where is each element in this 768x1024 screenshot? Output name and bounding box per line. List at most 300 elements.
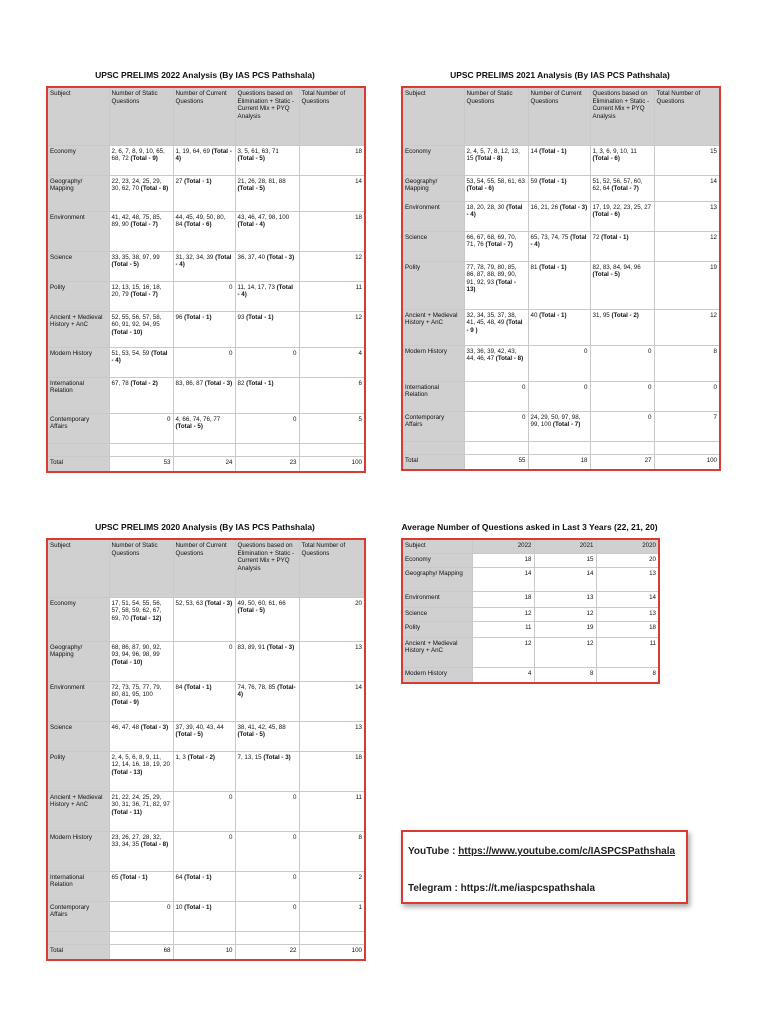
mix-total-count: (Total - 3): [266, 253, 295, 261]
mix-questions-cell: [235, 377, 299, 413]
total-questions-cell: 12: [654, 231, 720, 261]
static-questions-cell: [109, 721, 173, 751]
subject-cell: Polity: [402, 261, 464, 309]
subject-cell: Modern History: [402, 345, 464, 381]
current-questions-cell: [173, 831, 235, 871]
mix-questions-cell: [235, 175, 299, 211]
subject-cell: Geography/ Mapping: [402, 175, 464, 201]
mix-total-count: (Total - 5): [237, 185, 265, 193]
average-value-cell: 12: [534, 607, 596, 621]
column-header: Total Number of Questions: [299, 539, 365, 597]
current-questions-cell: [528, 381, 590, 411]
mix-questions-cell: [235, 251, 299, 281]
total-questions-cell: 7: [654, 411, 720, 441]
totals-row: [402, 454, 720, 470]
average-column-header: 2021: [534, 539, 596, 553]
mix-questions-cell: [235, 681, 299, 721]
current-question-numbers: 0: [229, 643, 233, 651]
table-row: [402, 201, 720, 231]
static-questions-cell: [109, 281, 173, 311]
column-header: Number of Static Questions: [109, 539, 173, 597]
youtube-link[interactable]: https://www.youtube.com/c/IASPCSPathshala: [458, 846, 676, 857]
total-questions-cell: 13: [299, 721, 365, 751]
current-total-count: (Total - 1): [539, 263, 567, 271]
table-row: [47, 901, 365, 931]
table-row: [47, 751, 365, 791]
static-question-numbers: 2, 4, 5, 6, 8, 9, 11, 12, 14, 16, 18, 19, 20: [111, 753, 170, 769]
static-questions-cell: [109, 175, 173, 211]
static-question-numbers: 32, 34, 35, 37, 38, 41, 45, 48, 49: [466, 311, 517, 327]
current-question-numbers: 59: [530, 177, 538, 185]
subject-cell: Modern History: [47, 831, 109, 871]
current-total-count: (Total - 1): [184, 683, 212, 691]
current-total-count: (Total - 3): [559, 203, 588, 211]
current-total-count: (Total - 1): [184, 177, 212, 185]
youtube-label: YouTube :: [408, 846, 459, 857]
current-total-count: (Total - 1): [184, 903, 212, 911]
static-question-numbers: 33, 35, 38, 97, 99: [111, 253, 160, 261]
total-questions-cell: 15: [654, 145, 720, 175]
subject-cell: Polity: [47, 751, 109, 791]
table-row: [402, 309, 720, 345]
average-subject-cell: Polity: [402, 621, 472, 637]
blank-cell: [109, 931, 173, 944]
table-row: [47, 597, 365, 641]
static-questions-cell: [109, 831, 173, 871]
static-total-count: (Total - 5): [111, 261, 139, 269]
average-value-cell: 13: [534, 591, 596, 607]
mix-questions-cell: [235, 641, 299, 681]
average-value-cell: 20: [596, 553, 659, 567]
static-questions-cell: [464, 145, 528, 175]
mix-questions-cell: [590, 175, 654, 201]
table-row: [402, 261, 720, 309]
static-total-count: (Total - 9): [130, 155, 158, 163]
total-questions-cell: 11: [299, 281, 365, 311]
table-row: [47, 377, 365, 413]
column-header: Subject: [47, 539, 109, 597]
mix-total-count: (Total - 5): [237, 607, 265, 615]
total-questions-cell: 2: [299, 871, 365, 901]
average-column-header: 2022: [472, 539, 534, 553]
average-value-cell: 13: [596, 607, 659, 621]
mix-questions-cell: [590, 345, 654, 381]
totals-total-cell: 100: [654, 454, 720, 470]
current-total-count: (Total - 1): [184, 873, 212, 881]
table-row: [47, 175, 365, 211]
table-row: [47, 641, 365, 681]
table-row: [47, 281, 365, 311]
current-questions-cell: [173, 347, 235, 377]
current-question-numbers: 16, 21, 26: [530, 203, 559, 211]
current-questions-cell: [528, 345, 590, 381]
totals-current-cell: 24: [173, 456, 235, 472]
table-row: [402, 411, 720, 441]
table-row: [47, 311, 365, 347]
current-total-count: (Total - 1): [184, 313, 212, 321]
static-question-numbers: 77, 78, 79, 80, 85, 86, 87, 88, 89, 90, 91, 92, 93: [466, 263, 517, 286]
static-questions-cell: [109, 311, 173, 347]
mix-question-numbers: 0: [648, 413, 652, 421]
totals-total-cell: 100: [299, 944, 365, 960]
average-value-cell: 8: [534, 667, 596, 683]
mix-total-count: (Total - 7): [611, 185, 639, 193]
average-value-cell: 19: [534, 621, 596, 637]
current-questions-cell: [173, 597, 235, 641]
table-row: [402, 231, 720, 261]
mix-question-numbers: 82: [237, 379, 245, 387]
static-questions-cell: [109, 211, 173, 251]
mix-question-numbers: 0: [293, 833, 297, 841]
mix-total-count: (Total - 5): [592, 271, 620, 279]
static-question-numbers: 67, 78: [111, 379, 129, 387]
static-questions-cell: [464, 309, 528, 345]
mix-questions-cell: [590, 145, 654, 175]
mix-question-numbers: 0: [293, 349, 297, 357]
average-table-title: Average Number of Questions asked in Last 3 Years (22, 21, 20): [401, 522, 658, 532]
blank-cell: [464, 441, 528, 454]
average-value-cell: 15: [534, 553, 596, 567]
total-questions-cell: 14: [654, 175, 720, 201]
static-total-count: (Total - 6): [466, 185, 494, 193]
static-total-count: (Total - 8): [140, 841, 169, 849]
current-question-numbers: 0: [229, 349, 233, 357]
mix-questions-cell: [590, 261, 654, 309]
current-total-count: (Total - 2): [187, 753, 215, 761]
average-value-cell: 4: [472, 667, 534, 683]
table-row: [47, 681, 365, 721]
static-question-numbers: 68, 86, 87, 90, 92, 93, 94, 96, 98, 99: [111, 643, 162, 659]
static-questions-cell: [109, 681, 173, 721]
subject-cell: Ancient + Medieval History + AnC: [402, 309, 464, 345]
totals-label-cell: Total: [47, 944, 109, 960]
mix-question-numbers: 0: [293, 873, 297, 881]
mix-question-numbers: 83, 89, 91: [237, 643, 266, 651]
current-total-count: (Total - 5): [175, 423, 203, 431]
blank-cell: [235, 443, 299, 456]
current-question-numbers: 81: [530, 263, 538, 271]
column-header: Total Number of Questions: [654, 87, 720, 145]
static-question-numbers: 22, 23, 24, 25, 29, 30, 62, 70: [111, 177, 162, 193]
mix-total-count: (Total - 5): [237, 155, 265, 163]
subject-cell: Ancient + Medieval History + AnC: [47, 311, 109, 347]
blank-cell: [109, 443, 173, 456]
total-questions-cell: 0: [654, 381, 720, 411]
current-questions-cell: [528, 411, 590, 441]
static-question-numbers: 18, 20, 28, 30: [466, 203, 505, 211]
table-2020-title: UPSC PRELIMS 2020 Analysis (By IAS PCS Pathshala): [95, 522, 315, 532]
total-questions-cell: 13: [299, 641, 365, 681]
current-questions-cell: [173, 791, 235, 831]
average-row: [402, 637, 659, 667]
mix-question-numbers: 0: [293, 903, 297, 911]
analysis-table-2022: [46, 86, 366, 473]
total-questions-cell: 8: [654, 345, 720, 381]
average-row: [402, 567, 659, 591]
current-questions-cell: [173, 681, 235, 721]
telegram-link-line: [408, 883, 595, 894]
total-questions-cell: 18: [299, 211, 365, 251]
totals-static-cell: 55: [464, 454, 528, 470]
current-total-count: (Total - 4): [530, 233, 587, 249]
mix-questions-cell: [235, 871, 299, 901]
mix-questions-cell: [590, 231, 654, 261]
subject-cell: Environment: [402, 201, 464, 231]
mix-questions-cell: [590, 381, 654, 411]
mix-question-numbers: 93: [237, 313, 245, 321]
mix-question-numbers: 72: [592, 233, 600, 241]
average-value-cell: 18: [472, 553, 534, 567]
column-header: Number of Current Questions: [173, 87, 235, 145]
current-question-numbers: 64: [175, 873, 183, 881]
analysis-table-2021: [401, 86, 721, 471]
current-question-numbers: 0: [229, 793, 233, 801]
average-value-cell: 14: [534, 567, 596, 591]
subject-cell: Polity: [47, 281, 109, 311]
current-questions-cell: [173, 211, 235, 251]
static-questions-cell: [109, 871, 173, 901]
static-questions-cell: [109, 791, 173, 831]
youtube-link-line: [408, 846, 675, 857]
total-questions-cell: 14: [299, 175, 365, 211]
static-total-count: (Total - 8): [475, 155, 503, 163]
mix-question-numbers: 11, 14, 17, 73: [237, 283, 275, 291]
current-question-numbers: 44, 45, 49, 50, 80, 84: [175, 213, 226, 229]
static-questions-cell: [109, 251, 173, 281]
mix-question-numbers: 17, 19, 22, 23, 25, 27: [592, 203, 651, 211]
totals-mix-cell: 23: [235, 456, 299, 472]
current-questions-cell: [173, 871, 235, 901]
table-row: [47, 871, 365, 901]
blank-cell: [654, 441, 720, 454]
average-value-cell: 12: [534, 637, 596, 667]
static-questions-cell: [109, 751, 173, 791]
average-row: [402, 667, 659, 683]
mix-questions-cell: [235, 721, 299, 751]
blank-cell: [299, 931, 365, 944]
subject-cell: Geography/ Mapping: [47, 175, 109, 211]
average-value-cell: 14: [596, 591, 659, 607]
static-question-numbers: 0: [167, 415, 171, 423]
current-questions-cell: [173, 721, 235, 751]
static-total-count: (Total - 9): [111, 698, 139, 706]
mix-questions-cell: [235, 597, 299, 641]
total-questions-cell: 14: [299, 681, 365, 721]
table-2021-title: UPSC PRELIMS 2021 Analysis (By IAS PCS Pathshala): [450, 70, 670, 80]
total-questions-cell: 20: [299, 597, 365, 641]
subject-cell: Economy: [402, 145, 464, 175]
subject-cell: Modern History: [47, 347, 109, 377]
average-table: [401, 538, 660, 684]
static-question-numbers: 65: [111, 873, 119, 881]
mix-total-count: (Total - 6): [592, 155, 620, 163]
table-row: [47, 347, 365, 377]
totals-mix-cell: 22: [235, 944, 299, 960]
subject-cell: Science: [402, 231, 464, 261]
mix-question-numbers: 3, 5, 61, 63, 71: [237, 147, 279, 155]
column-header: Total Number of Questions: [299, 87, 365, 145]
current-total-count: (Total - 1): [539, 177, 567, 185]
mix-questions-cell: [235, 145, 299, 175]
average-subject-cell: Modern History: [402, 667, 472, 683]
subject-cell: Contemporary Affairs: [47, 901, 109, 931]
static-question-numbers: 2, 6, 7, 8, 9, 10, 65, 68, 72: [111, 147, 165, 163]
current-question-numbers: 0: [584, 347, 588, 355]
subject-cell: Science: [47, 721, 109, 751]
static-total-count: (Total - 13): [111, 768, 143, 776]
current-question-numbers: 0: [584, 383, 588, 391]
blank-row: [47, 443, 365, 456]
average-value-cell: 12: [472, 637, 534, 667]
current-question-numbers: 96: [175, 313, 183, 321]
static-total-count: (Total - 9 ): [466, 319, 523, 334]
current-total-count: (Total - 4): [175, 253, 232, 269]
current-question-numbers: 1, 3: [175, 753, 186, 761]
current-question-numbers: 37, 39, 40, 43, 44: [175, 723, 224, 731]
total-questions-cell: 12: [654, 309, 720, 345]
mix-question-numbers: 31, 95: [592, 311, 610, 319]
mix-total-count: (Total - 3): [263, 753, 291, 761]
mix-question-numbers: 1, 3, 6, 9, 10, 11: [592, 147, 637, 155]
mix-questions-cell: [235, 211, 299, 251]
average-column-header: Subject: [402, 539, 472, 553]
average-subject-cell: Environment: [402, 591, 472, 607]
total-questions-cell: 19: [654, 261, 720, 309]
static-total-count: (Total - 7): [485, 241, 513, 249]
current-total-count: (Total - 5): [175, 731, 203, 739]
current-question-numbers: 0: [229, 283, 233, 291]
static-question-numbers: 23, 26, 27, 28, 32, 33, 34, 35: [111, 833, 162, 849]
static-total-count: (Total - 2): [130, 379, 158, 387]
column-header: Number of Current Questions: [528, 87, 590, 145]
subject-cell: International Relation: [47, 871, 109, 901]
average-value-cell: 13: [596, 567, 659, 591]
table-row: [47, 831, 365, 871]
table-row: [402, 381, 720, 411]
mix-question-numbers: 82, 83, 84, 94, 96: [592, 263, 641, 271]
current-total-count: (Total - 3): [204, 379, 233, 387]
static-question-numbers: 53, 54, 55, 58, 61, 63: [466, 177, 525, 185]
mix-questions-cell: [235, 831, 299, 871]
static-questions-cell: [464, 381, 528, 411]
table-row: [47, 211, 365, 251]
table-row: [47, 145, 365, 175]
static-questions-cell: [109, 347, 173, 377]
totals-current-cell: 18: [528, 454, 590, 470]
total-questions-cell: 12: [299, 251, 365, 281]
static-questions-cell: [464, 261, 528, 309]
current-total-count: (Total - 1): [539, 147, 567, 155]
static-question-numbers: 0: [522, 413, 526, 421]
mix-question-numbers: 38, 41, 42, 45, 88: [237, 723, 286, 731]
average-column-header: 2020: [596, 539, 659, 553]
static-question-numbers: 66, 67, 68, 69, 70, 71, 76: [466, 233, 517, 249]
average-value-cell: 11: [472, 621, 534, 637]
total-questions-cell: 11: [299, 791, 365, 831]
static-total-count: (Total - 4): [466, 203, 523, 219]
current-questions-cell: [173, 413, 235, 443]
current-questions-cell: [173, 311, 235, 347]
mix-questions-cell: [590, 309, 654, 345]
total-questions-cell: 5: [299, 413, 365, 443]
current-questions-cell: [528, 145, 590, 175]
static-question-numbers: 0: [167, 903, 171, 911]
current-questions-cell: [528, 231, 590, 261]
average-value-cell: 11: [596, 637, 659, 667]
table-header-row: [47, 87, 365, 145]
static-questions-cell: [109, 901, 173, 931]
static-question-numbers: 41, 42, 48, 75, 85, 89, 90: [111, 213, 162, 229]
average-subject-cell: Ancient + Medieval History + AnC: [402, 637, 472, 667]
static-question-numbers: 12, 13, 15, 16, 18, 20, 79: [111, 283, 162, 299]
current-question-numbers: 0: [229, 833, 233, 841]
mix-question-numbers: 7, 13, 15: [237, 753, 262, 761]
current-question-numbers: 14: [530, 147, 538, 155]
static-question-numbers: 72, 73, 75, 77, 79, 80, 81, 95, 100: [111, 683, 162, 699]
totals-static-cell: 53: [109, 456, 173, 472]
total-questions-cell: 13: [654, 201, 720, 231]
mix-total-count: (Total - 4): [237, 221, 265, 229]
totals-label-cell: Total: [47, 456, 109, 472]
average-row: [402, 591, 659, 607]
subject-cell: International Relation: [402, 381, 464, 411]
blank-cell: [173, 443, 235, 456]
mix-total-count: (Total - 3): [266, 643, 295, 651]
static-total-count: (Total - 7): [130, 221, 158, 229]
total-questions-cell: 12: [299, 311, 365, 347]
current-question-numbers: 65, 73, 74, 75: [530, 233, 569, 241]
average-value-cell: 14: [472, 567, 534, 591]
static-question-numbers: 0: [522, 383, 526, 391]
blank-cell: [235, 931, 299, 944]
static-total-count: (Total - 8): [495, 355, 524, 363]
totals-total-cell: 100: [299, 456, 365, 472]
current-questions-cell: [173, 641, 235, 681]
current-questions-cell: [173, 175, 235, 211]
table-row: [402, 145, 720, 175]
totals-label-cell: Total: [402, 454, 464, 470]
current-total-count: (Total - 1): [539, 311, 567, 319]
column-header: Number of Current Questions: [173, 539, 235, 597]
current-questions-cell: [528, 261, 590, 309]
current-question-numbers: 31, 32, 34, 39: [175, 253, 214, 261]
mix-question-numbers: 36, 37, 40: [237, 253, 266, 261]
current-question-numbers: 1, 19, 64, 69: [175, 147, 210, 155]
static-question-numbers: 2, 4, 5, 7, 8, 12, 13, 15: [466, 147, 520, 163]
current-question-numbers: 84: [175, 683, 183, 691]
average-subject-cell: Science: [402, 607, 472, 621]
subject-cell: Economy: [47, 145, 109, 175]
mix-total-count: (Total - 1): [246, 379, 274, 387]
telegram-link[interactable]: https://t.me/iaspcspathshala: [460, 883, 596, 894]
static-total-count: (Total - 3): [140, 723, 169, 731]
static-total-count: (Total - 13): [466, 278, 516, 294]
static-questions-cell: [464, 231, 528, 261]
average-subject-cell: Geography/ Mapping: [402, 567, 472, 591]
subject-cell: Economy: [47, 597, 109, 641]
mix-questions-cell: [235, 281, 299, 311]
average-row: [402, 553, 659, 567]
current-questions-cell: [173, 751, 235, 791]
totals-static-cell: 68: [109, 944, 173, 960]
mix-question-numbers: 74, 76, 78, 85: [237, 683, 276, 691]
total-questions-cell: 8: [299, 831, 365, 871]
static-question-numbers: 17, 51, 54, 55, 56, 57, 58, 59, 62, 67, 69, 70: [111, 599, 162, 622]
mix-questions-cell: [590, 201, 654, 231]
static-questions-cell: [464, 175, 528, 201]
current-question-numbers: 40: [530, 311, 538, 319]
mix-question-numbers: 51, 52, 56, 57, 60, 62, 64: [592, 177, 643, 193]
